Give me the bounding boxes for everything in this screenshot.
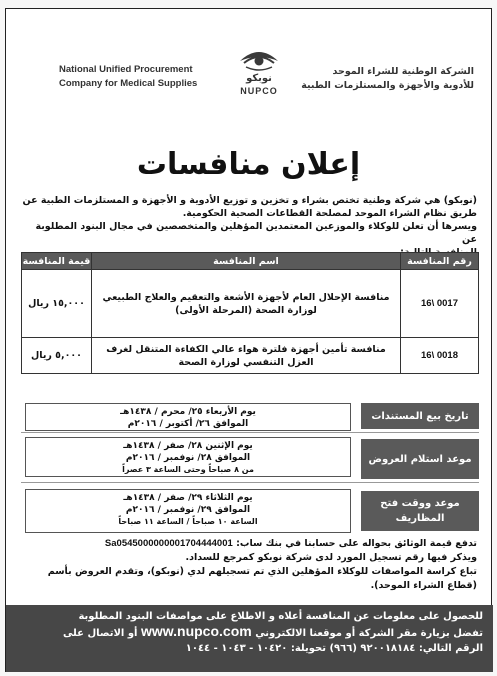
schedule-time-note: الساعة ١٠ صباحاً / الساعة ١١ صباحاً [118, 517, 258, 526]
english-company-name [59, 63, 239, 91]
footer-line-2-suffix: أو الاتصال على [62, 628, 138, 639]
nupco-logo [224, 45, 294, 97]
arabic-company-line-1: الشركة الوطنية للشراء الموحد [332, 66, 474, 77]
schedule-date-gregorian: الموافق ٢٩/ نوفمبر / ٢٠١٦م [125, 505, 251, 515]
schedule-value [25, 489, 351, 533]
payment-line-3: تباع كراسة المواصفات للوكلاء المؤهلين الذي تم تسجيلهم لدي (نوبكو)، وتقدم العروض بأسم [47, 566, 477, 577]
payment-line-1-text: تدفع قيمة الوثائق بحواله على حسابنا في بنك ساب: [236, 538, 477, 549]
table-header-row [22, 253, 479, 270]
website-link[interactable]: www.nupco.com [140, 623, 252, 639]
header-competition-number: رقم المنافسة [401, 253, 479, 270]
competitions-table [21, 252, 479, 374]
logo-english-text: NUPCO [240, 86, 278, 96]
table-row [22, 338, 479, 374]
competition-name: منافسة تأمين أجهزة فلترة هواء عالي الكفاءة المتنقل لغرف العزل التنفسي لوزارة الصحة [92, 338, 401, 374]
competition-number-text: 0017 \16 [421, 298, 458, 309]
schedule-label: موعد ووقت فتح المظاريف [361, 491, 479, 531]
intro-line-3: ويسرها أن تعلن للوكلاء والموزعين المعتمدين المؤهلين والمتخصصين في مجال البنود المطلوبة عن [35, 221, 477, 245]
schedule-date-gregorian: الموافق ٢٨/ نوفمبر / ٢٠١٦م [125, 453, 251, 463]
footer-phone-line: الرقم التالي: ٩٢٠٠١٨١٨٤ (٩٦٦) تحويلة: ١٠٤٢٠ - ١٠٤٣ - ١٠٤٤ [185, 643, 483, 654]
payment-line-2: ويذكر فيها رقم تسجيل المورد لدى شركة نوبكو كمرجع للسداد. [185, 552, 477, 563]
eye-logo-icon [238, 45, 280, 75]
schedule-row-documents-sale [21, 399, 479, 433]
logo-arabic-text: نوبكو [246, 73, 272, 84]
schedule-row-bids-receipt [21, 433, 479, 483]
contact-footer [6, 605, 493, 672]
schedule-label: تاريخ بيع المستندات [361, 403, 479, 429]
payment-line-4: (قطاع الشراء الموحد). [370, 580, 477, 591]
schedule-label: موعد استلام العروض [361, 439, 479, 479]
payment-line-1 [20, 537, 477, 551]
schedule-time-note: من ٨ صباحاً وحتى الساعة ٣ عصراً [122, 465, 254, 474]
schedule-date-hijri: يوم الثلاثاء ٢٩/ صفر / ١٤٣٨هـ [123, 493, 253, 503]
competition-name: منافسة الإحلال العام لأجهزة الأشعة والتعقيم والعلاج الطبيعي لوزارة الصحة (المرحلة الأولى) [92, 270, 401, 338]
intro-line-1: (نوبكو) هي شركة وطنية تختص بشراء و تخزين و توزيع الأدوية و الأجهزة و المستلزمات الطبية عن [22, 195, 477, 206]
header [14, 19, 484, 111]
competition-value: ٥,٠٠٠ ريال [22, 338, 92, 374]
arabic-company-line-2: للأدوية والأجهزة والمستلزمات الطبية [301, 80, 474, 91]
competition-value: ١٥,٠٠٠ ريال [22, 270, 92, 338]
english-company-line-2: Company for Medical Supplies [59, 78, 198, 89]
page-title: إعلان منافسات [136, 147, 361, 182]
competition-number [401, 338, 479, 374]
schedule-value [25, 437, 351, 477]
ad-frame [5, 8, 492, 672]
header-competition-value: قيمة المنافسة [22, 253, 92, 270]
footer-line-1: للحصول على معلومات عن المنافسة أعلاه و الاطلاع على مواصفات البنود المطلوبة [78, 611, 483, 622]
table-row [22, 270, 479, 338]
header-competition-name: اسم المنافسة [92, 253, 401, 270]
intro-paragraph [20, 194, 477, 259]
footer-line-2 [16, 624, 483, 641]
competition-number-text: 0018 \16 [421, 350, 458, 361]
payment-instructions [20, 537, 477, 593]
intro-line-2: طريق نظام الشراء الموحد لمصلحة القطاعات الصحية الحكومية. [182, 208, 477, 219]
schedule-section [21, 399, 479, 537]
schedule-date-hijri: يوم الإثنين ٢٨/ صفر / ١٤٣٨هـ [123, 441, 253, 451]
footer-line-2-prefix: تفضل بزيارة مقر الشركة أو موقعنا الالكتروني [255, 628, 483, 639]
schedule-row-envelopes-opening [21, 483, 479, 537]
bank-iban: Sa0545000000001704444001 [104, 538, 233, 549]
english-company-line-1: National Unified Procurement [59, 64, 193, 75]
schedule-date-gregorian: الموافق ٢٦/ أكتوبر / ٢٠١٦م [127, 419, 249, 429]
schedule-value [25, 403, 351, 431]
competition-number [401, 270, 479, 338]
schedule-date-hijri: يوم الأربعاء ٢٥/ محرم / ١٤٣٨هـ [120, 407, 256, 417]
arabic-company-name [299, 65, 474, 93]
